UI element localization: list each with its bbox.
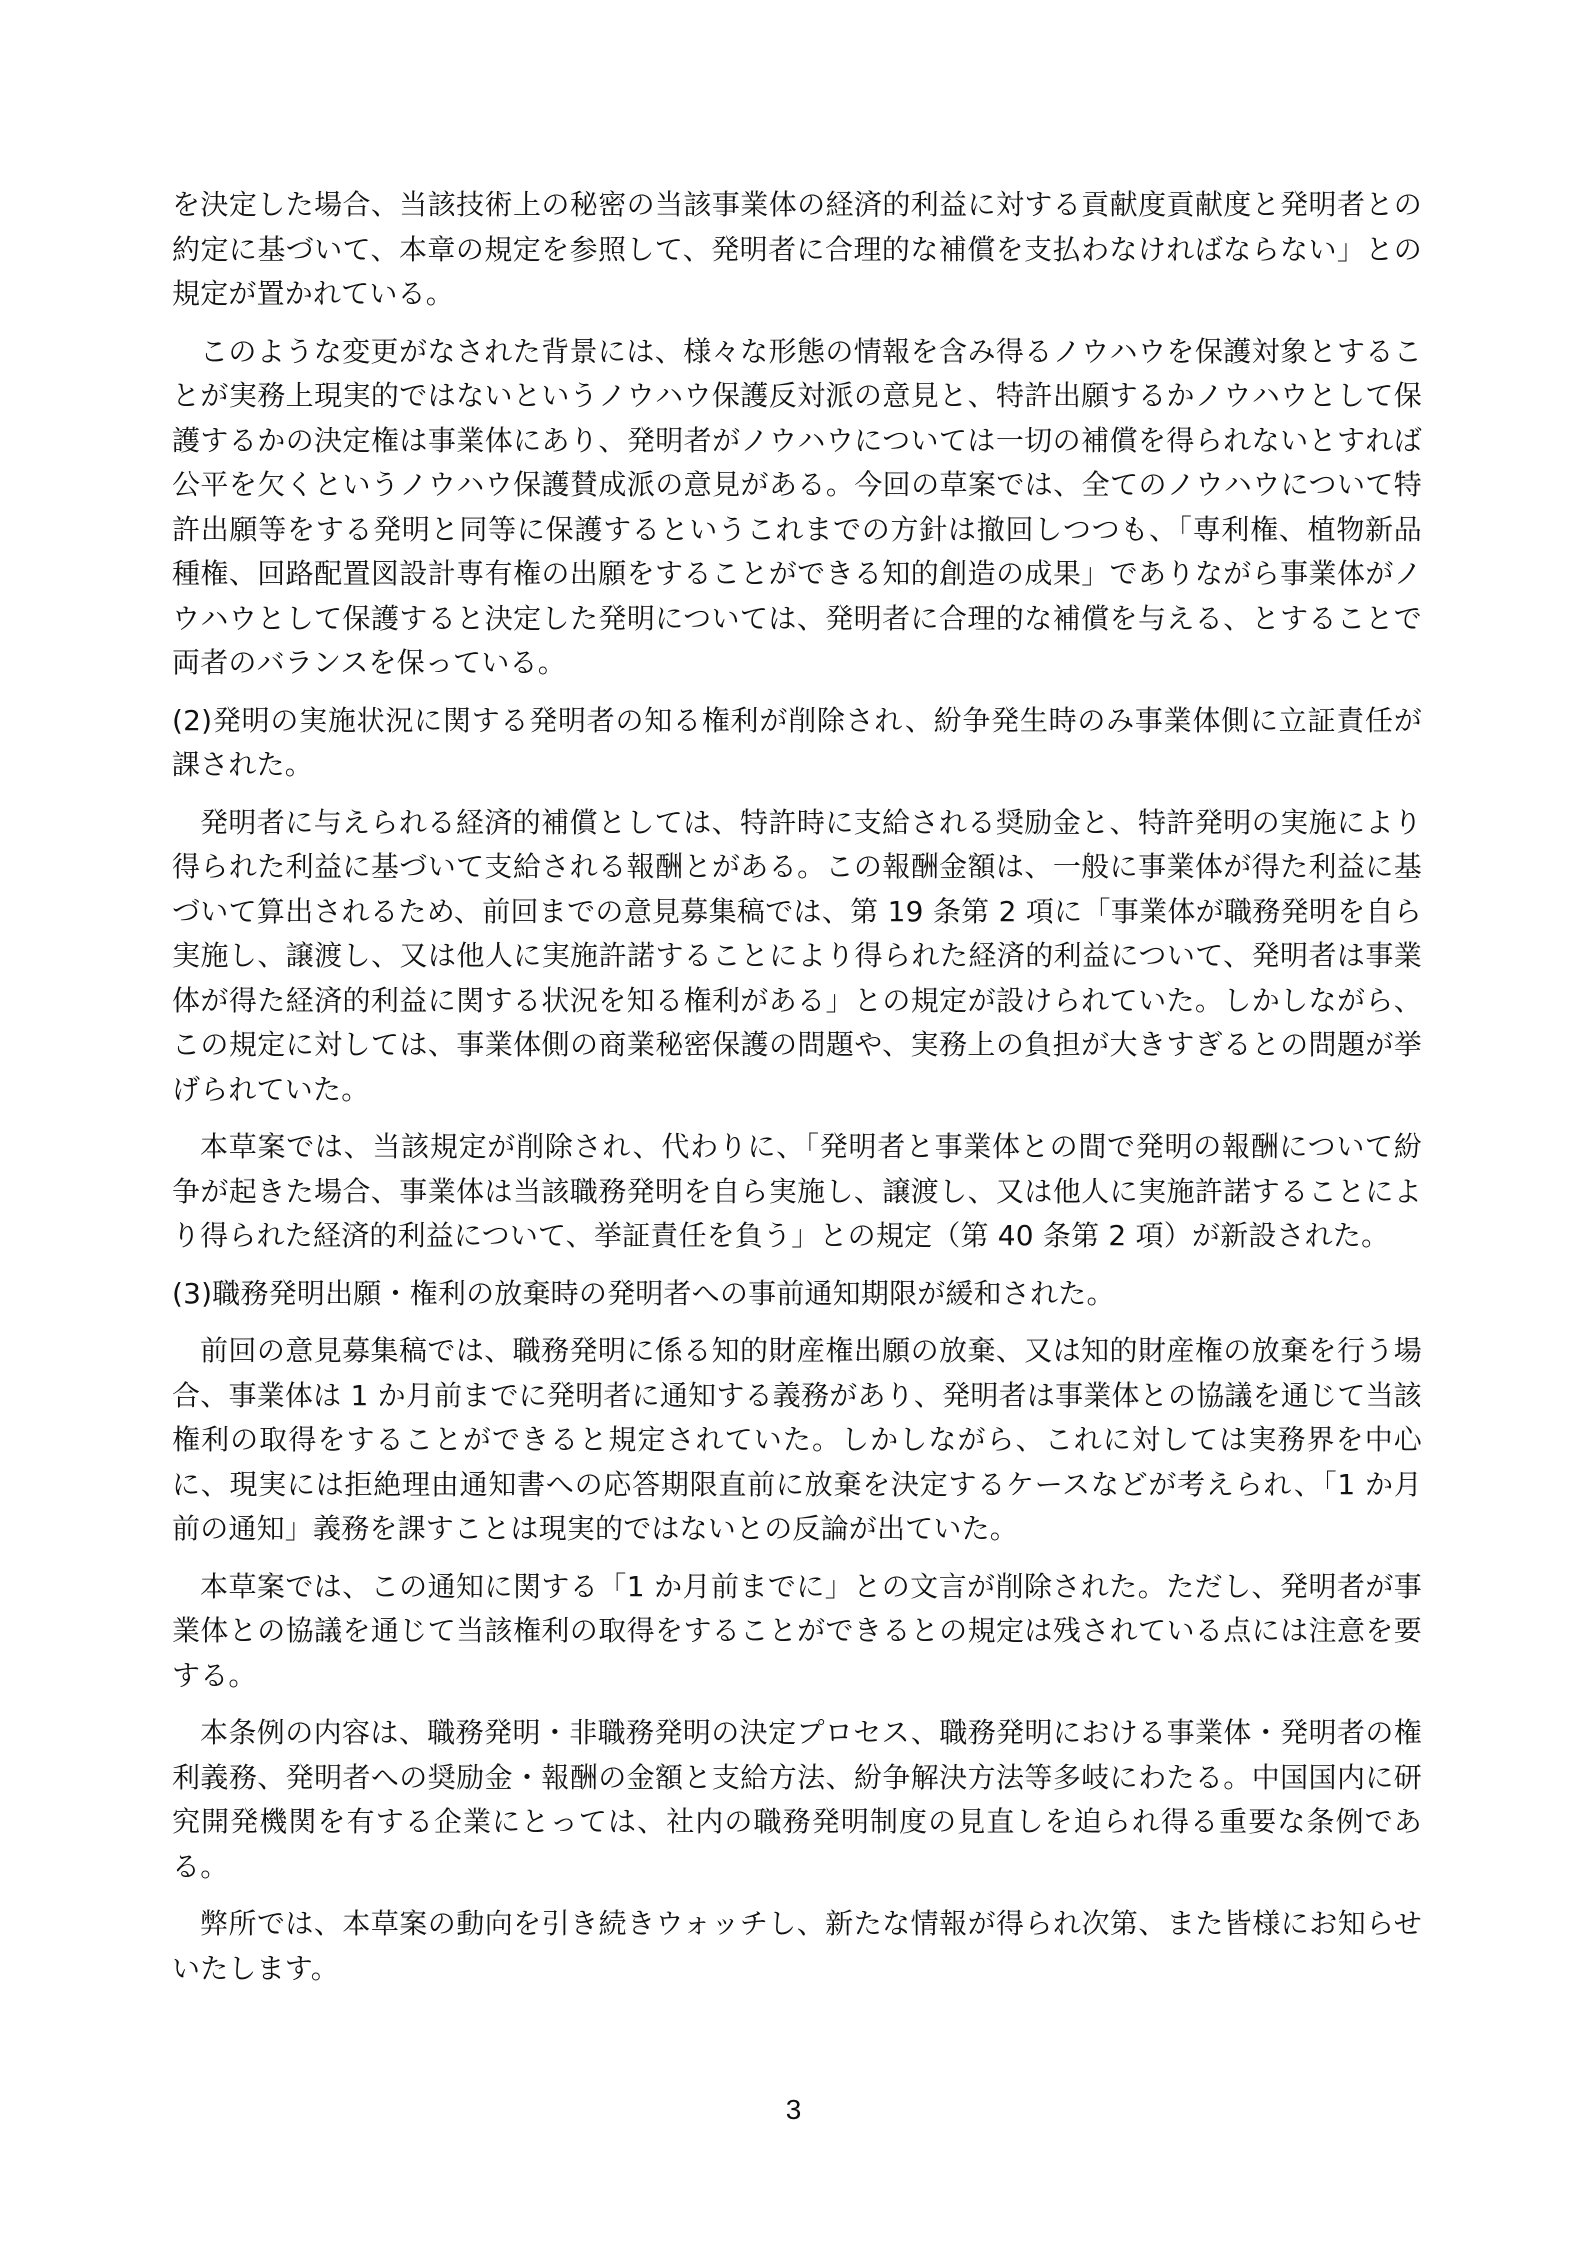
paragraph-economic-compensation: 発明者に与えられる経済的補償としては、特許時に支給される奨励金と、特許発明の実施により得られた利益に基づいて支給される報酬とがある。この報酬金額は、一般に事業体が得た利益に基づいて算出されるため、前回までの意見募集稿では、第 19 条第 2 項に「事業体が職務発明を自ら実施し、譲渡し、又は他人に実施許諾することにより得られた経済的利益について、発明者は事業体が得た経済的利益に関する状況を知る権利がある」との規定が設けられていた。しかしながら、この規定に対しては、事業体側の商業秘密保護の問題や、実務上の負担が大きすぎるとの問題が挙げられていた。 <box>172 805 1422 1106</box>
paragraph-notice-deleted: 本草案では、この通知に関する「1 か月前までに」との文言が削除された。ただし、発明者が事業体との協議を通じて当該権利の取得をすることができるとの規定は残されている点には注意を要する。 <box>172 1569 1422 1692</box>
section-heading-3: (3)職務発明出願・権利の放棄時の発明者への事前通知期限が緩和された。 <box>172 1276 1115 1310</box>
paragraph-closing: 弊所では、本草案の動向を引き続きウォッチし、新たな情報が得られ次第、また皆様にお知らせいたします。 <box>172 1907 1422 1985</box>
paragraph-burden-of-proof: 本草案では、当該規定が削除され、代わりに、「発明者と事業体との間で発明の報酬について紛争が起きた場合、事業体は当該職務発明を自ら実施し、譲渡し、又は他人に実施許諾することにより得られた経済的利益について、挙証責任を負う」との規定（第 40 条第 2 項）が新設された。 <box>172 1130 1422 1252</box>
section-heading-2: (2)発明の実施状況に関する発明者の知る権利が削除され、紛争発生時のみ事業体側に立証責任が課された。 <box>172 703 1422 781</box>
paragraph-background: このような変更がなされた背景には、様々な形態の情報を含み得るノウハウを保護対象とすることが実務上現実的ではないというノウハウ保護反対派の意見と、特許出願するかノウハウとして保護するかの決定権は事業体にあり、発明者がノウハウについては一切の補償を得られないとすれば公平を欠くというノウハウ保護賛成派の意見がある。今回の草案では、全てのノウハウについて特許出願等をする発明と同等に保護するというこれまでの方針は撤回しつつも、「専利権、植物新品種権、回路配置図設計専有権の出願をすることができる知的創造の成果」でありながら事業体がノウハウとして保護すると決定した発明については、発明者に合理的な補償を与える、とすることで両者のバランスを保っている。 <box>172 334 1422 679</box>
paragraph-previous-draft: 前回の意見募集稿では、職務発明に係る知的財産権出願の放棄、又は知的財産権の放棄を行う場合、事業体は 1 か月前までに発明者に通知する義務があり、発明者は事業体との協議を通じて当該権利の取得をすることができると規定されていた。しかしながら、これに対しては実務界を中心に、現実には拒絶理由通知書への応答期限直前に放棄を決定するケースなどが考えられ、「1 か月前の通知」義務を課すことは現実的ではないとの反論が出ていた。 <box>172 1334 1422 1545</box>
page-number: 3 <box>785 2094 802 2125</box>
document-body <box>172 183 1422 1991</box>
paragraph-continuation: を決定した場合、当該技術上の秘密の当該事業体の経済的利益に対する貢献度貢献度と発明者との約定に基づいて、本章の規定を参照して、発明者に合理的な補償を支払わなければならない」との規定が置かれている。 <box>172 188 1422 310</box>
paragraph-summary: 本条例の内容は、職務発明・非職務発明の決定プロセス、職務発明における事業体・発明者の権利義務、発明者への奨励金・報酬の金額と支給方法、紛争解決方法等多岐にわたる。中国国内に研究開発機関を有する企業にとっては、社内の職務発明制度の見直しを迫られ得る重要な条例である。 <box>172 1716 1422 1883</box>
